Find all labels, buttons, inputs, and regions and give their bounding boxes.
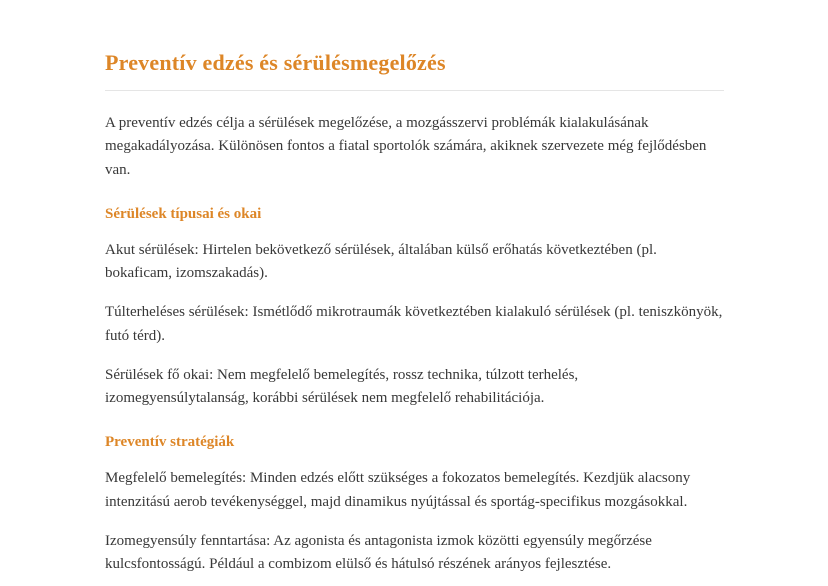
page-title: Preventív edzés és sérülésmegelőzés	[105, 50, 446, 75]
paragraph-warmup: Megfelelő bemelegítés: Minden edzés előtt szükséges a fokozatos bemelegítés. Kezdjük alacsony intenzitású aerob tevékenységgel, majd dinamikus nyújtással és sportág-specifikus mozgásokkal.	[105, 470, 691, 510]
intro-paragraph: A preventív edzés célja a sérülések megelőzése, a mozgásszervi problémák kialakulásának megakadályozása. Különösen fontos a fiatal sportolók számára, akiknek szervezete még fejlődésben van.	[105, 115, 707, 178]
paragraph-overuse-injuries: Túlterheléses sérülések: Ismétlődő mikrotraumák következtében kialakuló sérülések (pl. teniszkönyök, futó térd).	[105, 304, 723, 344]
paragraph-muscle-balance: Izomegyensúly fenntartása: Az agonista és antagonista izmok közötti egyensúly megőrzése kulcsfontosságú. Például a combizom elülső és hátulsó részének arányos fejlesztése.	[105, 532, 652, 572]
section-heading-preventive-strategies: Preventív stratégiák	[105, 434, 235, 451]
section-heading-injury-types: Sérülések típusai és okai	[105, 205, 262, 222]
paragraph-main-causes: Sérülések fő okai: Nem megfelelő bemelegítés, rossz technika, túlzott terhelés, izomegyensúlytalanság, korábbi sérülések nem megfelelő rehabilitációja.	[105, 366, 579, 406]
paragraph-acute-injuries: Akut sérülések: Hirtelen bekövetkező sérülések, általában külső erőhatás következtében (pl. bokaficam, izomszakadás).	[105, 241, 657, 281]
title-divider	[105, 90, 724, 91]
